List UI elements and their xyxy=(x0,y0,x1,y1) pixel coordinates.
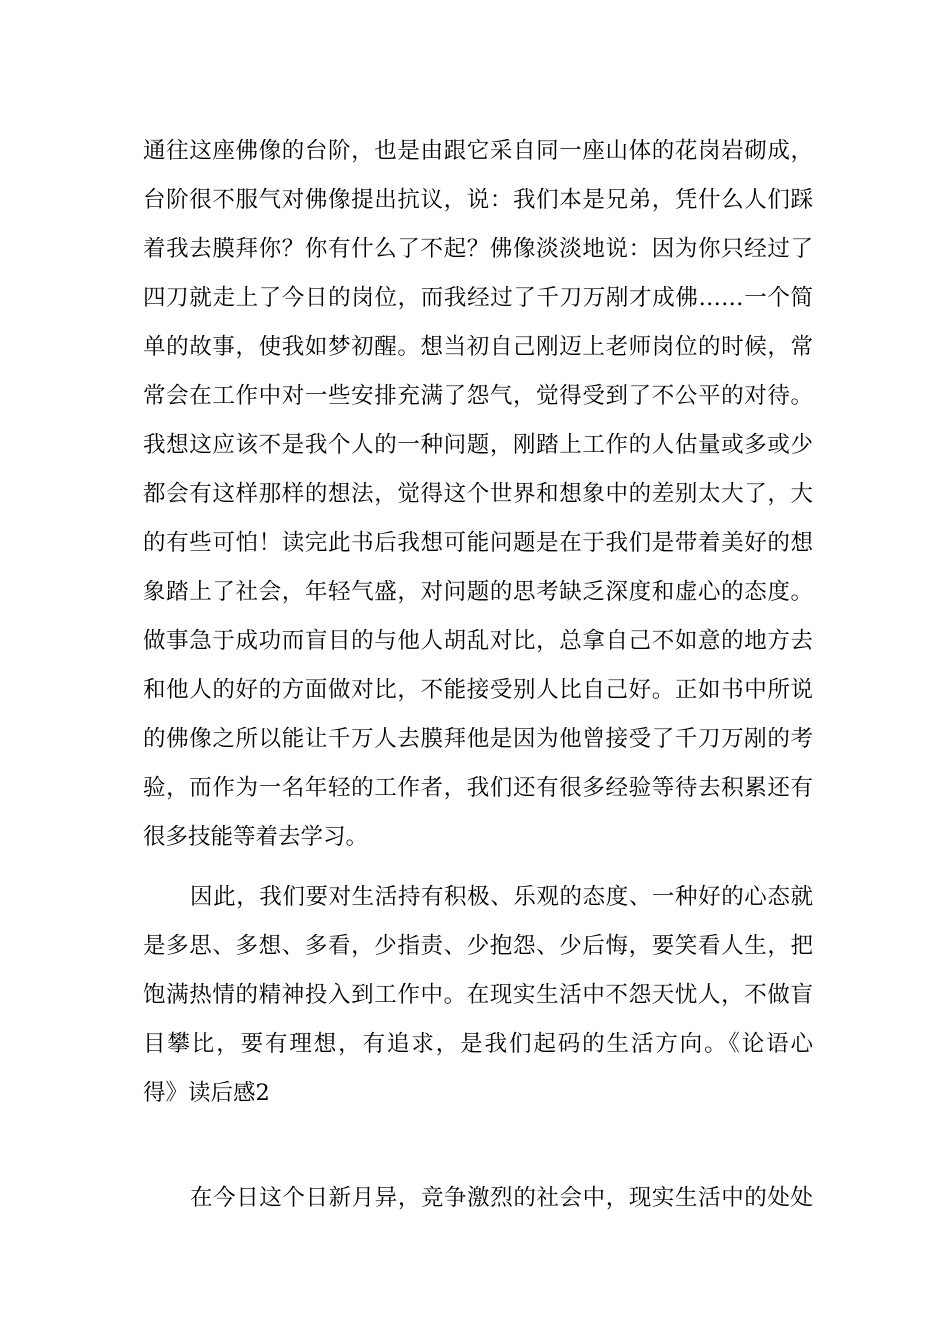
text-line: 做事急于成功而盲目的与他人胡乱对比，总拿自己不如意的地方去 xyxy=(143,628,813,654)
text-line: 我想这应该不是我个人的一种问题，刚踏上工作的人估量或多或少 xyxy=(143,432,813,458)
text-line: 的有些可怕！读完此书后我想可能问题是在于我们是带着美好的想 xyxy=(143,530,813,556)
text-line: 和他人的好的方面做对比，不能接受别人比自己好。正如书中所说 xyxy=(143,677,813,703)
text-line: 是多思、多想、多看，少指责、少抱怨、少后悔，要笑看人生，把 xyxy=(143,933,813,959)
text-line: 目攀比，要有理想，有追求，是我们起码的生活方向。《论语心 xyxy=(143,1031,813,1057)
text-line: 台阶很不服气对佛像提出抗议，说：我们本是兄弟，凭什么人们踩 xyxy=(143,187,813,213)
text-line: 象踏上了社会，年轻气盛，对问题的思考缺乏深度和虚心的态度。 xyxy=(143,579,813,605)
text-line: 着我去膜拜你？你有什么了不起？佛像淡淡地说：因为你只经过了 xyxy=(143,236,813,262)
text-line: 在今日这个日新月异，竞争激烈的社会中，现实生活中的处处 xyxy=(190,1185,813,1211)
text-line: 四刀就走上了今日的岗位，而我经过了千刀万剐才成佛……一个简 xyxy=(143,285,813,311)
text-line: 常会在工作中对一些安排充满了怨气，觉得受到了不公平的对待。 xyxy=(143,383,813,409)
text-line: 都会有这样那样的想法，觉得这个世界和想象中的差别太大了，大 xyxy=(143,481,813,507)
text-line: 得》读后感2 xyxy=(143,1080,270,1106)
text-line: 通往这座佛像的台阶，也是由跟它采自同一座山体的花岗岩砌成， xyxy=(143,138,813,164)
text-line: 因此，我们要对生活持有积极、乐观的态度、一种好的心态就 xyxy=(190,884,813,910)
text-line: 的佛像之所以能让千万人去膜拜他是因为他曾接受了千刀万剐的考 xyxy=(143,726,813,752)
text-line: 验，而作为一名年轻的工作者，我们还有很多经验等待去积累还有 xyxy=(143,775,813,801)
text-line: 单的故事，使我如梦初醒。想当初自己刚迈上老师岗位的时候，常 xyxy=(143,334,813,360)
text-line: 饱满热情的精神投入到工作中。在现实生活中不怨天忧人，不做盲 xyxy=(143,982,813,1008)
text-line: 很多技能等着去学习。 xyxy=(143,824,369,850)
